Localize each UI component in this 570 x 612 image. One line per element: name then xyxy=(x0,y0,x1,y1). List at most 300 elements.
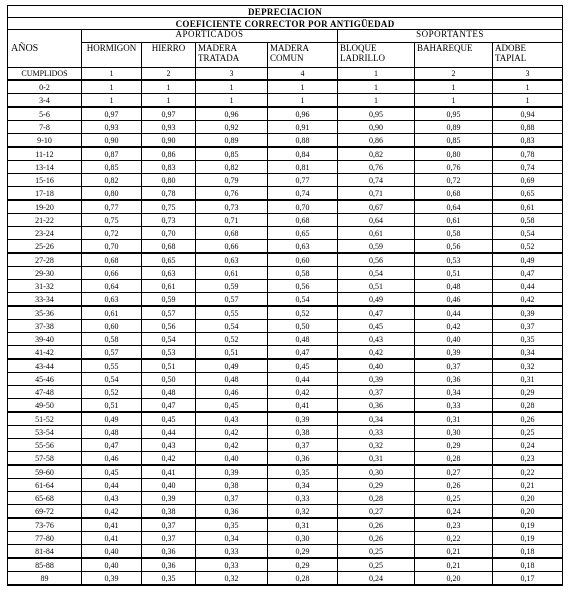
coefficient-cell: 0,64 xyxy=(338,214,415,227)
table-title: DEPRECIACION xyxy=(8,6,563,18)
years-header: AÑOS xyxy=(8,30,82,68)
coefficient-cell: 0,34 xyxy=(415,386,493,399)
coefficient-cell: 0,90 xyxy=(338,121,415,134)
coefficient-cell: 0,33 xyxy=(196,558,268,572)
coefficient-cell: 0,65 xyxy=(268,227,338,240)
coefficient-cell: 0,48 xyxy=(82,426,142,439)
coefficient-cell: 0,91 xyxy=(268,121,338,134)
coefficient-cell: 0,45 xyxy=(196,399,268,413)
coefficient-cell: 0,22 xyxy=(493,465,563,479)
coefficient-cell: 0,41 xyxy=(142,465,196,479)
coefficient-cell: 0,33 xyxy=(196,545,268,559)
coefficient-cell: 0,50 xyxy=(142,373,196,386)
coefficient-cell: 0,65 xyxy=(142,253,196,267)
coefficient-cell: 0,21 xyxy=(493,479,563,492)
coefficient-cell: 0,39 xyxy=(338,373,415,386)
coefficient-cell: 0,53 xyxy=(142,346,196,360)
coefficient-cell: 0,39 xyxy=(493,306,563,320)
coefficient-cell: 0,68 xyxy=(82,253,142,267)
coefficient-cell: 0,37 xyxy=(142,518,196,532)
coefficient-cell: 0,51 xyxy=(415,267,493,280)
column-header-line2: LADRILLO xyxy=(340,53,385,63)
table-row xyxy=(8,134,563,148)
years-cell: 5-6 xyxy=(8,107,82,121)
table-row xyxy=(8,412,563,426)
coefficient-cell: 0,26 xyxy=(338,532,415,545)
coefficient-cell: 0,23 xyxy=(415,518,493,532)
coefficient-cell: 0,54 xyxy=(142,333,196,346)
coefficient-cell: 0,49 xyxy=(196,359,268,373)
coefficient-cell: 0,90 xyxy=(142,134,196,148)
coefficient-cell: 0,70 xyxy=(268,200,338,214)
coefficient-cell: 0,45 xyxy=(268,359,338,373)
coefficient-cell: 0,61 xyxy=(338,227,415,240)
coefficient-cell: 0,72 xyxy=(415,174,493,187)
coefficient-cell: 0,19 xyxy=(493,518,563,532)
column-header-3 xyxy=(268,43,338,68)
table-row xyxy=(8,545,563,559)
table-row xyxy=(8,492,563,505)
coefficient-cell: 0,42 xyxy=(338,346,415,360)
coefficient-cell: 0,19 xyxy=(493,532,563,545)
coefficient-cell: 0,38 xyxy=(196,479,268,492)
coefficient-cell: 0,20 xyxy=(493,492,563,505)
coefficient-cell: 0,40 xyxy=(82,558,142,572)
coefficient-cell: 0,22 xyxy=(415,532,493,545)
coefficient-cell: 0,27 xyxy=(338,505,415,519)
table-row xyxy=(8,240,563,254)
coefficient-cell: 0,54 xyxy=(493,227,563,240)
coefficient-cell: 0,56 xyxy=(268,280,338,293)
years-cell: 53-54 xyxy=(8,426,82,439)
coefficient-cell: 0,42 xyxy=(142,452,196,466)
table-row xyxy=(8,80,563,94)
coefficient-cell: 0,36 xyxy=(338,399,415,413)
coefficient-cell: 0,21 xyxy=(415,545,493,559)
table-row xyxy=(8,320,563,333)
coefficient-cell: 0,36 xyxy=(196,505,268,519)
column-header-line1: MADERA xyxy=(198,43,238,53)
years-cell: 45-46 xyxy=(8,373,82,386)
coefficient-cell: 0,81 xyxy=(268,161,338,174)
coefficient-cell: 0,82 xyxy=(196,161,268,174)
coefficient-cell: 0,20 xyxy=(493,505,563,519)
coefficient-cell: 0,67 xyxy=(338,200,415,214)
coefficient-cell: 0,59 xyxy=(196,280,268,293)
table-row xyxy=(8,121,563,134)
coefficient-cell: 0,42 xyxy=(415,320,493,333)
coefficient-cell: 0,76 xyxy=(415,161,493,174)
coefficient-cell: 0,25 xyxy=(493,426,563,439)
coefficient-cell: 0,63 xyxy=(142,267,196,280)
coefficient-cell: 0,33 xyxy=(338,426,415,439)
coefficient-cell: 0,64 xyxy=(82,280,142,293)
coefficient-cell: 0,82 xyxy=(82,174,142,187)
coefficient-cell: 0,32 xyxy=(338,439,415,452)
coefficient-cell: 1 xyxy=(142,94,196,108)
coefficient-cell: 0,71 xyxy=(196,214,268,227)
coefficient-cell: 0,55 xyxy=(82,359,142,373)
coefficient-cell: 1 xyxy=(415,80,493,94)
coefficient-cell: 0,44 xyxy=(82,479,142,492)
years-cell: 89 xyxy=(8,572,82,586)
coefficient-cell: 0,93 xyxy=(142,121,196,134)
years-cell: 37-38 xyxy=(8,320,82,333)
table-row xyxy=(8,346,563,360)
coefficient-cell: 1 xyxy=(493,94,563,108)
years-cell: 29-30 xyxy=(8,267,82,280)
coefficient-cell: 0,47 xyxy=(268,346,338,360)
coefficient-cell: 0,49 xyxy=(82,412,142,426)
coefficient-cell: 0,51 xyxy=(338,280,415,293)
coefficient-cell: 0,30 xyxy=(415,426,493,439)
coefficient-cell: 0,47 xyxy=(338,306,415,320)
column-number-row xyxy=(8,68,563,81)
coefficient-cell: 0,30 xyxy=(268,532,338,545)
table-row xyxy=(8,439,563,452)
coefficient-cell: 0,87 xyxy=(82,147,142,161)
coefficient-cell: 0,37 xyxy=(196,492,268,505)
coefficient-cell: 0,49 xyxy=(493,253,563,267)
coefficient-cell: 0,73 xyxy=(196,200,268,214)
table-row xyxy=(8,174,563,187)
table-row xyxy=(8,359,563,373)
coefficient-cell: 0,24 xyxy=(415,505,493,519)
coefficient-cell: 0,47 xyxy=(142,399,196,413)
coefficient-cell: 0,54 xyxy=(338,267,415,280)
coefficient-cell: 1 xyxy=(268,80,338,94)
table-row xyxy=(8,426,563,439)
coefficient-cell: 0,20 xyxy=(415,572,493,586)
years-cell: 55-56 xyxy=(8,439,82,452)
coefficient-cell: 0,29 xyxy=(493,386,563,399)
column-number: 1 xyxy=(82,68,142,81)
coefficient-cell: 0,50 xyxy=(268,320,338,333)
coefficient-cell: 0,40 xyxy=(338,359,415,373)
coefficient-cell: 0,76 xyxy=(196,187,268,201)
column-header-line1: BLOQUE xyxy=(340,43,377,53)
coefficient-cell: 0,95 xyxy=(415,107,493,121)
coefficient-cell: 0,78 xyxy=(493,147,563,161)
coefficient-cell: 0,27 xyxy=(415,465,493,479)
coefficient-cell: 0,52 xyxy=(196,333,268,346)
coefficient-cell: 1 xyxy=(142,80,196,94)
coefficient-cell: 0,37 xyxy=(142,532,196,545)
years-cell: 9-10 xyxy=(8,134,82,148)
column-header-0 xyxy=(82,43,142,68)
coefficient-cell: 0,43 xyxy=(196,412,268,426)
coefficient-cell: 0,97 xyxy=(82,107,142,121)
coefficient-cell: 0,85 xyxy=(196,147,268,161)
table-row xyxy=(8,280,563,293)
coefficient-cell: 0,45 xyxy=(82,465,142,479)
coefficient-cell: 0,71 xyxy=(338,187,415,201)
coefficient-cell: 0,52 xyxy=(268,306,338,320)
coefficient-cell: 0,48 xyxy=(415,280,493,293)
coefficient-cell: 0,56 xyxy=(415,240,493,254)
coefficient-cell: 0,39 xyxy=(196,465,268,479)
coefficient-cell: 0,63 xyxy=(268,240,338,254)
coefficient-cell: 0,89 xyxy=(196,134,268,148)
coefficient-cell: 0,41 xyxy=(82,532,142,545)
coefficient-cell: 0,47 xyxy=(82,439,142,452)
coefficient-cell: 0,44 xyxy=(268,373,338,386)
years-cell: 31-32 xyxy=(8,280,82,293)
coefficient-cell: 1 xyxy=(338,94,415,108)
column-number: 3 xyxy=(493,68,563,81)
coefficient-cell: 0,86 xyxy=(338,134,415,148)
coefficient-cell: 0,80 xyxy=(415,147,493,161)
coefficient-cell: 1 xyxy=(196,94,268,108)
coefficient-cell: 0,84 xyxy=(268,147,338,161)
coefficient-cell: 0,76 xyxy=(338,161,415,174)
coefficient-cell: 0,86 xyxy=(142,147,196,161)
years-cell: 21-22 xyxy=(8,214,82,227)
coefficient-cell: 0,51 xyxy=(142,359,196,373)
coefficient-cell: 0,43 xyxy=(338,333,415,346)
coefficient-cell: 0,36 xyxy=(415,373,493,386)
coefficient-cell: 0,29 xyxy=(415,439,493,452)
coefficient-cell: 0,29 xyxy=(268,545,338,559)
table-row xyxy=(8,333,563,346)
coefficient-cell: 0,63 xyxy=(82,293,142,307)
table-row xyxy=(8,572,563,586)
coefficient-cell: 0,66 xyxy=(82,267,142,280)
coefficient-cell: 0,61 xyxy=(196,267,268,280)
column-header-line1: HORMIGON xyxy=(86,43,137,53)
years-cell: 43-44 xyxy=(8,359,82,373)
coefficient-cell: 0,79 xyxy=(196,174,268,187)
coefficient-cell: 0,53 xyxy=(415,253,493,267)
table-row xyxy=(8,214,563,227)
coefficient-cell: 0,34 xyxy=(196,532,268,545)
coefficient-cell: 1 xyxy=(82,94,142,108)
coefficient-cell: 0,65 xyxy=(493,187,563,201)
table-row xyxy=(8,505,563,519)
table-row xyxy=(8,161,563,174)
coefficient-cell: 0,74 xyxy=(493,161,563,174)
coefficient-cell: 0,44 xyxy=(142,426,196,439)
coefficient-cell: 0,37 xyxy=(338,386,415,399)
coefficient-cell: 0,31 xyxy=(338,452,415,466)
column-header-6 xyxy=(493,43,563,68)
column-header-5 xyxy=(415,43,493,68)
coefficient-cell: 0,31 xyxy=(415,412,493,426)
coefficient-cell: 0,68 xyxy=(268,214,338,227)
coefficient-cell: 0,21 xyxy=(415,558,493,572)
coefficient-cell: 1 xyxy=(196,80,268,94)
group-header-soportantes: SOPORTANTES xyxy=(338,30,563,43)
coefficient-cell: 0,49 xyxy=(338,293,415,307)
coefficient-cell: 0,35 xyxy=(493,333,563,346)
cumplidos-label: CUMPLIDOS xyxy=(8,68,82,81)
coefficient-cell: 0,42 xyxy=(196,439,268,452)
table-row xyxy=(8,147,563,161)
coefficient-cell: 0,59 xyxy=(142,293,196,307)
coefficient-cell: 0,45 xyxy=(338,320,415,333)
coefficient-cell: 0,51 xyxy=(196,346,268,360)
coefficient-cell: 0,72 xyxy=(82,227,142,240)
coefficient-cell: 0,32 xyxy=(268,505,338,519)
column-number: 1 xyxy=(338,68,415,81)
coefficient-cell: 0,28 xyxy=(415,452,493,466)
coefficient-cell: 0,36 xyxy=(142,558,196,572)
coefficient-cell: 0,93 xyxy=(82,121,142,134)
table-row xyxy=(8,558,563,572)
coefficient-cell: 0,57 xyxy=(82,346,142,360)
coefficient-cell: 0,33 xyxy=(268,492,338,505)
table-row xyxy=(8,200,563,214)
table-row xyxy=(8,306,563,320)
coefficient-cell: 0,88 xyxy=(268,134,338,148)
coefficient-cell: 0,17 xyxy=(493,572,563,586)
coefficient-cell: 0,56 xyxy=(338,253,415,267)
coefficient-cell: 0,69 xyxy=(493,174,563,187)
depreciation-document xyxy=(7,5,562,586)
coefficient-cell: 0,96 xyxy=(196,107,268,121)
coefficient-cell: 0,97 xyxy=(142,107,196,121)
coefficient-cell: 0,29 xyxy=(268,558,338,572)
coefficient-cell: 0,38 xyxy=(142,505,196,519)
coefficient-cell: 0,40 xyxy=(415,333,493,346)
table-row xyxy=(8,465,563,479)
coefficient-cell: 0,90 xyxy=(82,134,142,148)
coefficient-cell: 0,40 xyxy=(82,545,142,559)
coefficient-cell: 1 xyxy=(268,94,338,108)
coefficient-cell: 0,42 xyxy=(268,386,338,399)
table-row xyxy=(8,107,563,121)
coefficient-cell: 1 xyxy=(82,80,142,94)
coefficient-cell: 0,23 xyxy=(493,452,563,466)
coefficient-cell: 0,35 xyxy=(268,465,338,479)
table-row xyxy=(8,187,563,201)
coefficient-cell: 0,48 xyxy=(196,373,268,386)
years-cell: 19-20 xyxy=(8,200,82,214)
years-cell: 49-50 xyxy=(8,399,82,413)
column-header-line1: HIERRO xyxy=(151,43,186,53)
coefficient-cell: 0,66 xyxy=(196,240,268,254)
coefficient-cell: 0,36 xyxy=(142,545,196,559)
coefficient-cell: 0,57 xyxy=(196,293,268,307)
column-header-row xyxy=(8,43,563,68)
table-row xyxy=(8,94,563,108)
coefficient-cell: 0,18 xyxy=(493,545,563,559)
column-header-line2: TAPIAL xyxy=(495,53,527,63)
table-row xyxy=(8,532,563,545)
coefficient-cell: 0,34 xyxy=(493,346,563,360)
table-row xyxy=(8,293,563,307)
coefficient-cell: 0,88 xyxy=(493,121,563,134)
years-cell: 0-2 xyxy=(8,80,82,94)
years-cell: 23-24 xyxy=(8,227,82,240)
coefficient-cell: 0,57 xyxy=(142,306,196,320)
coefficient-cell: 0,47 xyxy=(493,267,563,280)
table-row xyxy=(8,518,563,532)
coefficient-cell: 0,64 xyxy=(415,200,493,214)
coefficient-cell: 0,54 xyxy=(82,373,142,386)
coefficient-cell: 0,39 xyxy=(82,572,142,586)
years-cell: 61-64 xyxy=(8,479,82,492)
coefficient-cell: 0,94 xyxy=(493,107,563,121)
coefficient-cell: 0,56 xyxy=(142,320,196,333)
years-cell: 7-8 xyxy=(8,121,82,134)
coefficient-cell: 0,85 xyxy=(415,134,493,148)
coefficient-cell: 0,82 xyxy=(338,147,415,161)
depreciation-table xyxy=(7,5,563,586)
coefficient-cell: 0,77 xyxy=(82,200,142,214)
column-header-line1: BAHAREQUE xyxy=(417,43,473,53)
coefficient-cell: 0,42 xyxy=(196,426,268,439)
coefficient-cell: 0,61 xyxy=(142,280,196,293)
coefficient-cell: 0,61 xyxy=(82,306,142,320)
coefficient-cell: 0,26 xyxy=(493,412,563,426)
coefficient-cell: 0,68 xyxy=(142,240,196,254)
coefficient-cell: 0,35 xyxy=(196,518,268,532)
coefficient-cell: 0,28 xyxy=(493,399,563,413)
years-cell: 77-80 xyxy=(8,532,82,545)
coefficient-cell: 0,31 xyxy=(268,518,338,532)
table-row xyxy=(8,452,563,466)
years-cell: 27-28 xyxy=(8,253,82,267)
coefficient-cell: 0,44 xyxy=(493,280,563,293)
column-number: 2 xyxy=(142,68,196,81)
coefficient-cell: 0,31 xyxy=(493,373,563,386)
coefficient-cell: 0,24 xyxy=(338,572,415,586)
coefficient-cell: 0,77 xyxy=(268,174,338,187)
table-row xyxy=(8,479,563,492)
coefficient-cell: 0,54 xyxy=(268,293,338,307)
coefficient-cell: 0,52 xyxy=(493,240,563,254)
years-cell: 33-34 xyxy=(8,293,82,307)
coefficient-cell: 0,70 xyxy=(82,240,142,254)
years-cell: 15-16 xyxy=(8,174,82,187)
coefficient-cell: 0,32 xyxy=(493,359,563,373)
coefficient-cell: 0,40 xyxy=(142,479,196,492)
coefficient-cell: 0,55 xyxy=(196,306,268,320)
coefficient-cell: 1 xyxy=(415,94,493,108)
column-header-line2: COMUN xyxy=(270,53,304,63)
coefficient-cell: 0,39 xyxy=(142,492,196,505)
coefficient-cell: 0,44 xyxy=(415,306,493,320)
group-header-aporticados: APORTICADOS xyxy=(82,30,338,43)
years-cell: 65-68 xyxy=(8,492,82,505)
coefficient-cell: 0,78 xyxy=(142,187,196,201)
coefficient-cell: 0,59 xyxy=(338,240,415,254)
years-cell: 11-12 xyxy=(8,147,82,161)
column-header-line1: ADOBE xyxy=(495,43,526,53)
coefficient-cell: 0,54 xyxy=(196,320,268,333)
years-cell: 35-36 xyxy=(8,306,82,320)
column-header-line2: TRATADA xyxy=(198,53,240,63)
years-cell: 13-14 xyxy=(8,161,82,174)
coefficient-cell: 0,74 xyxy=(338,174,415,187)
coefficient-cell: 0,24 xyxy=(493,439,563,452)
column-header-2 xyxy=(196,43,268,68)
coefficient-cell: 0,89 xyxy=(415,121,493,134)
coefficient-cell: 0,73 xyxy=(142,214,196,227)
coefficient-cell: 0,83 xyxy=(142,161,196,174)
coefficient-cell: 1 xyxy=(493,80,563,94)
years-cell: 39-40 xyxy=(8,333,82,346)
coefficient-cell: 0,38 xyxy=(268,426,338,439)
years-cell: 57-58 xyxy=(8,452,82,466)
years-cell: 51-52 xyxy=(8,412,82,426)
coefficient-cell: 0,34 xyxy=(268,479,338,492)
table-body xyxy=(8,80,563,585)
column-number: 4 xyxy=(268,68,338,81)
coefficient-cell: 0,43 xyxy=(142,439,196,452)
coefficient-cell: 0,92 xyxy=(196,121,268,134)
